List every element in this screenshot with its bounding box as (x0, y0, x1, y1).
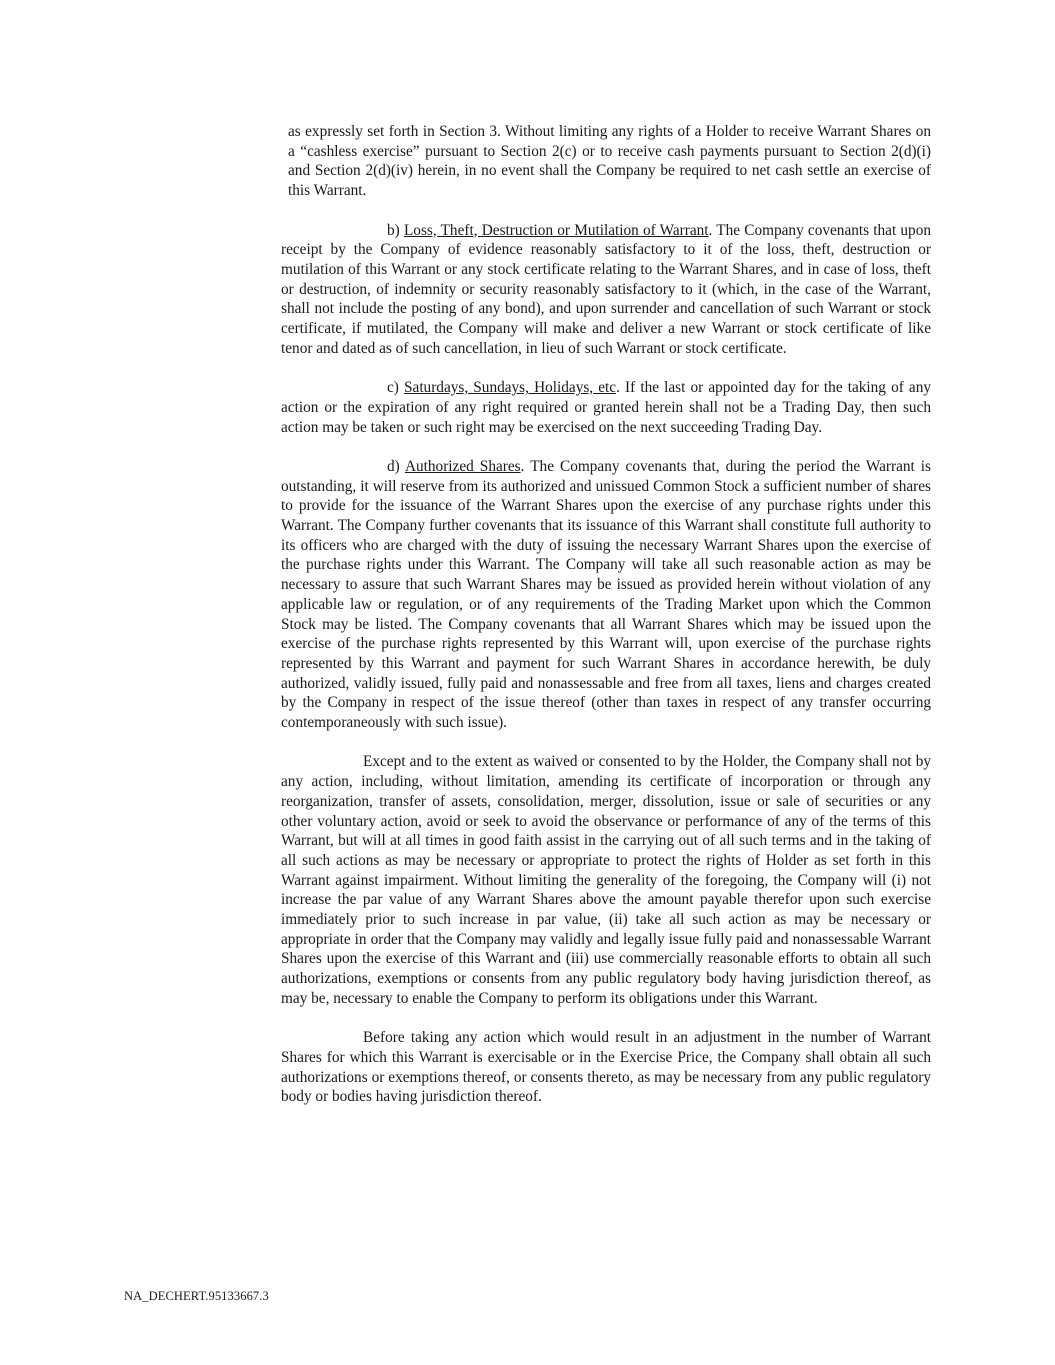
authorization-paragraph (281, 1028, 931, 1107)
section-d-heading: Authorized Shares (404, 457, 521, 475)
section-b-heading: Loss, Theft, Destruction or Mutilation of Warrant (403, 221, 709, 239)
continuation-paragraph: as expressly set forth in Section 3. Without limiting any rights of a Holder to receive Warrant Shares on a “cashless exercise” pursuant to Section 2(c) or to receive cash payments pursuant to Section 2(d)(i) and Section 2(d)(iv) herein, in no event shall the Company be required to net cash settle an exercise of this Warrant. (288, 123, 931, 200)
section-d-label: d) (387, 457, 400, 475)
document-footer-id: NA_DECHERT.95133667.3 (124, 1289, 269, 1303)
impairment-paragraph (281, 752, 931, 1008)
section-d-text: . The Company covenants that, during the period the Warrant is outstanding, it will reserve from its authorized and unissued Common Stock a sufficient number of shares to provide for the issuance of the Warrant Shares upon the exercise of any purchase rights under this Warrant. The Company further covenants that its issuance of this Warrant shall constitute full authority to its officers who are charged with the duty of issuing the necessary Warrant Shares upon the exercise of the purchase rights under this Warrant. The Company will take all such reasonable action as may be necessary to assure that such Warrant Shares may be issued as provided herein without violation of any applicable law or regulation, or of any requirements of the Trading Market upon which the Common Stock may be listed. The Company covenants that all Warrant Shares which may be issued upon the exercise of the purchase rights represented by this Warrant will, upon exercise of the purchase rights represented by this Warrant and payment for such Warrant Shares in accordance herewith, be duly authorized, validly issued, fully paid and nonassessable and free from all taxes, liens and charges created by the Company in respect of the issue thereof (other than taxes in respect of any transfer occurring contemporaneously with such issue). (281, 457, 932, 732)
section-c-label: c) (387, 379, 399, 397)
section-b-label: b) (387, 221, 400, 239)
impairment-text: Except and to the extent as waived or consented to by the Holder, the Company shall not by any action, including, without limitation, amending its certificate of incorporation or through any reorganization, transfer of assets, consolidation, merger, dissolution, issue or sale of securities or any other voluntary action, avoid or seek to avoid the observance or performance of any of the terms of this Warrant, but will at all times in good faith assist in the carrying out of all such terms and in the taking of all such actions as may be necessary or appropriate to protect the rights of Holder as set forth in this Warrant against impairment. Without limiting the generality of the foregoing, the Company will (i) not increase the par value of any Warrant Shares above the amount payable therefor upon such exercise immediately prior to such increase in par value, (ii) take all such action as may be necessary or appropriate in order that the Company may validly and legally issue fully paid and nonassessable Warrant Shares upon the exercise of this Warrant and (iii) use commercially reasonable efforts to obtain all such authorizations, exemptions or consents from any public regulatory body having jurisdiction thereof, as may be, necessary to enable the Company to perform its obligations under this Warrant. (281, 753, 931, 1007)
section-b-paragraph (281, 221, 931, 359)
section-c-paragraph (281, 378, 931, 437)
authorization-text: Before taking any action which would result in an adjustment in the number of Warrant Shares for which this Warrant is exercisable or in the Exercise Price, the Company shall obtain all such authorizations or exemptions thereof, or consents thereto, as may be necessary from any public regulatory body or bodies having jurisdiction thereof. (281, 1029, 931, 1106)
document-body (281, 122, 931, 1127)
section-d-paragraph (281, 457, 931, 733)
section-b-text: . The Company covenants that upon receipt by the Company of evidence reasonably satisfactory to it of the loss, theft, destruction or mutilation of this Warrant or any stock certificate relating to the Warrant Shares, and in case of loss, theft or destruction, of indemnity or security reasonably satisfactory to it (which, in the case of the Warrant, shall not include the posting of any bond), and upon surrender and cancellation of such Warrant or stock certificate, if mutilated, the Company will make and deliver a new Warrant or stock certificate of like tenor and dated as of such cancellation, in lieu of such Warrant or stock certificate. (281, 221, 931, 357)
section-c-text: . If the last or appointed day for the taking of any action or the expiration of any right required or granted herein shall not be a Trading Day, then such action may be taken or such right may be exercised on the next succeeding Trading Day. (281, 379, 932, 436)
section-c-heading: Saturdays, Sundays, Holidays, etc (404, 379, 617, 397)
